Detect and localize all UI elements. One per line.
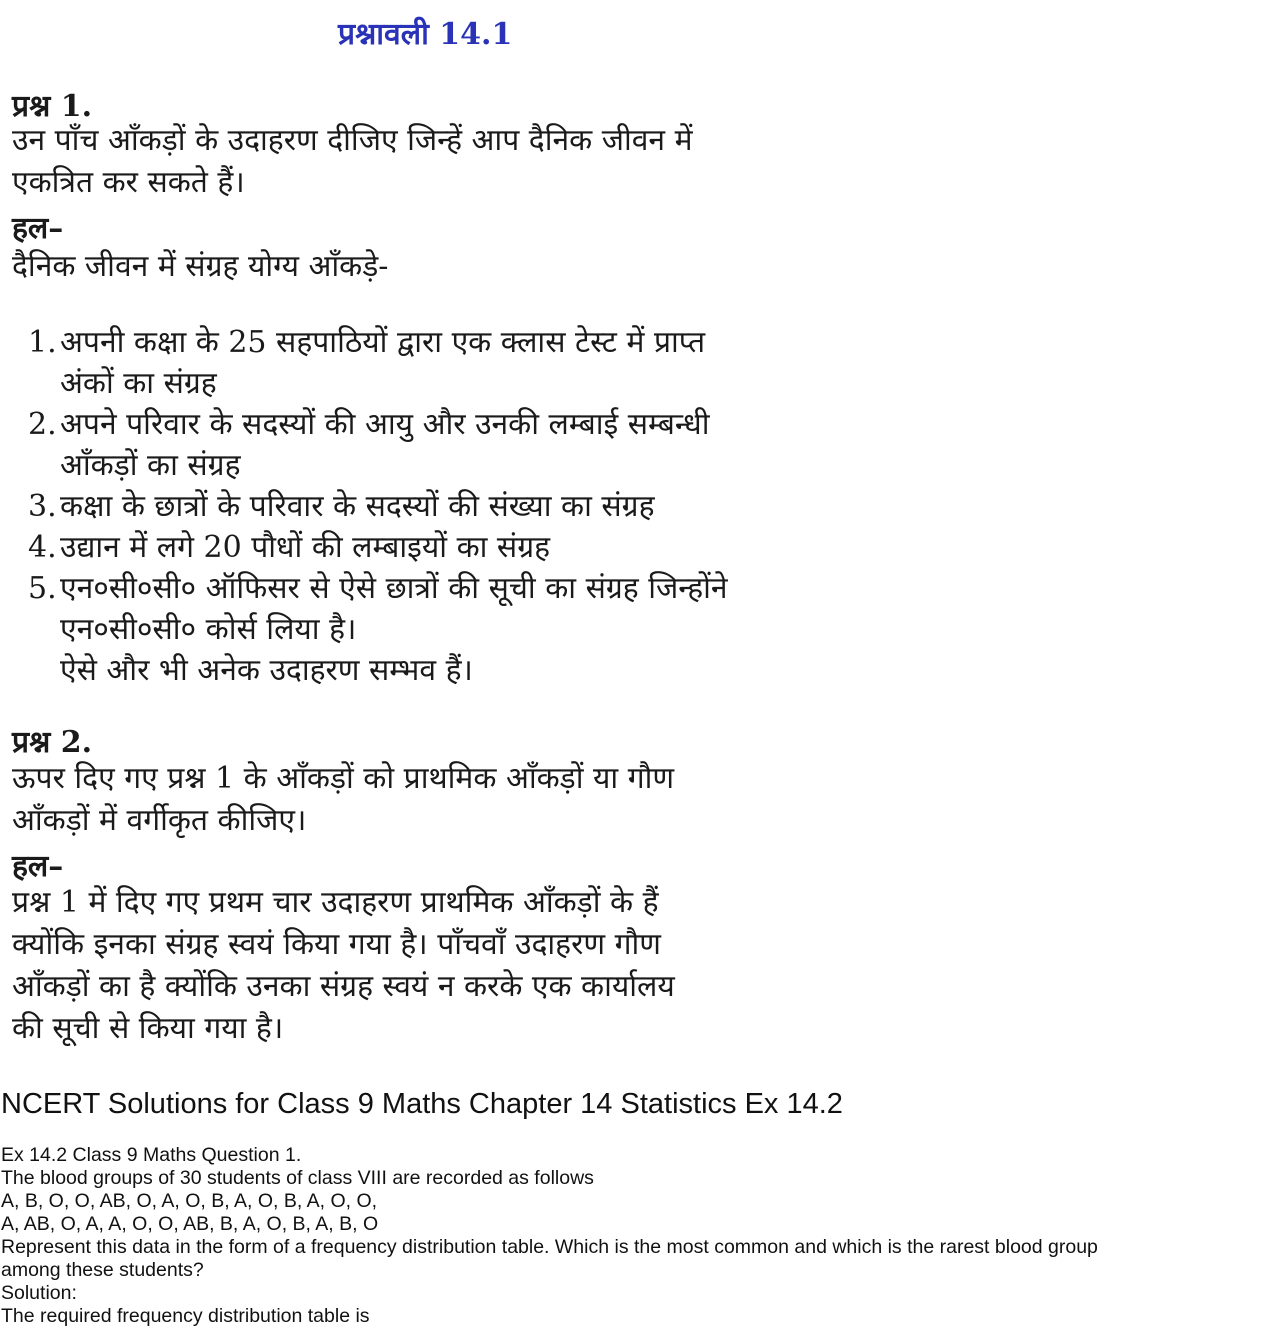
question-2-answer-line-3: आँकड़ों का है क्योंकि उनका संग्रह स्वयं न करके एक कार्यालय — [12, 969, 675, 1004]
list-item-line: एन०सी०सी० ऑफिसर से ऐसे छात्रों की सूची का संग्रह जिन्होंने — [60, 571, 728, 606]
question-label: Ex 14.2 Class 9 Maths Question 1. — [1, 1144, 302, 1166]
question-2-solution-label: हल– — [12, 849, 64, 884]
question-2-text-line-1: ऊपर दिए गए प्रश्न 1 के आँकड़ों को प्राथमिक आँकड़ों या गौण — [12, 761, 675, 796]
list-item — [28, 322, 728, 404]
question-2-answer-line-1: प्रश्न 1 में दिए गए प्रथम चार उदाहरण प्राथमिक आँकड़ों के हैं — [12, 885, 659, 920]
question-1-label: प्रश्न 1. — [12, 89, 93, 124]
list-item-line: अपने परिवार के सदस्यों की आयु और उनकी लम्बाई सम्बन्धी — [60, 407, 710, 442]
list-item — [28, 486, 728, 527]
blood-group-data-line-2: A, AB, O, A, A, O, O, AB, B, A, O, B, A, B, O — [1, 1213, 379, 1235]
list-item-line: उद्यान में लगे 20 पौधों की लम्बाइयों का संग्रह — [60, 530, 551, 565]
list-item-number: 4. — [28, 530, 57, 565]
question-2-label: प्रश्न 2. — [12, 725, 93, 760]
question-1-solution-label: हल– — [12, 211, 64, 246]
list-item — [28, 527, 728, 568]
solution-label: Solution: — [1, 1282, 77, 1304]
question-2-answer-line-4: की सूची से किया गया है। — [12, 1011, 284, 1046]
question-1-text-line-2: एकत्रित कर सकते हैं। — [12, 165, 245, 200]
section-heading: NCERT Solutions for Class 9 Maths Chapter 14 Statistics Ex 14.2 — [1, 1088, 843, 1120]
list-item-number: 5. — [28, 571, 57, 606]
question-2-answer-line-2: क्योंकि इनका संग्रह स्वयं किया गया है। पाँचवाँ उदाहरण गौण — [12, 927, 661, 962]
list-item-line: कक्षा के छात्रों के परिवार के सदस्यों की संख्या का संग्रह — [60, 489, 655, 524]
list-item-line: अंकों का संग्रह — [60, 366, 217, 401]
list-item-line: ऐसे और भी अनेक उदाहरण सम्भव हैं। — [60, 653, 473, 688]
solution-text: The required frequency distribution table is — [1, 1305, 370, 1327]
question-1-text-line-1: उन पाँच आँकड़ों के उदाहरण दीजिए जिन्हें आप दैनिक जीवन में — [12, 123, 693, 158]
question-text: The blood groups of 30 students of class VIII are recorded as follows — [1, 1167, 594, 1189]
list-item — [28, 568, 728, 691]
list-item-line: एन०सी०सी० कोर्स लिया है। — [60, 612, 357, 647]
list-item-number: 2. — [28, 407, 57, 442]
blood-group-data-line-1: A, B, O, O, AB, O, A, O, B, A, O, B, A, O, O, — [1, 1190, 378, 1212]
list-item — [28, 404, 728, 486]
list-item-number: 1. — [28, 325, 57, 360]
question-instruction-line-1: Represent this data in the form of a frequency distribution table. Which is the most common and which is the rarest blood group — [1, 1236, 1098, 1258]
exercise-title: प्रश्नावली 14.1 — [338, 17, 513, 52]
question-instruction-line-2: among these students? — [1, 1259, 204, 1281]
list-item-number: 3. — [28, 489, 57, 524]
list-item-line: आँकड़ों का संग्रह — [60, 448, 241, 483]
question-1-solution-intro: दैनिक जीवन में संग्रह योग्य आँकड़े- — [12, 249, 389, 284]
daily-data-examples-list — [28, 322, 728, 691]
list-item-line: अपनी कक्षा के 25 सहपाठियों द्वारा एक क्लास टेस्ट में प्राप्त — [60, 325, 706, 360]
question-2-text-line-2: आँकड़ों में वर्गीकृत कीजिए। — [12, 803, 307, 838]
